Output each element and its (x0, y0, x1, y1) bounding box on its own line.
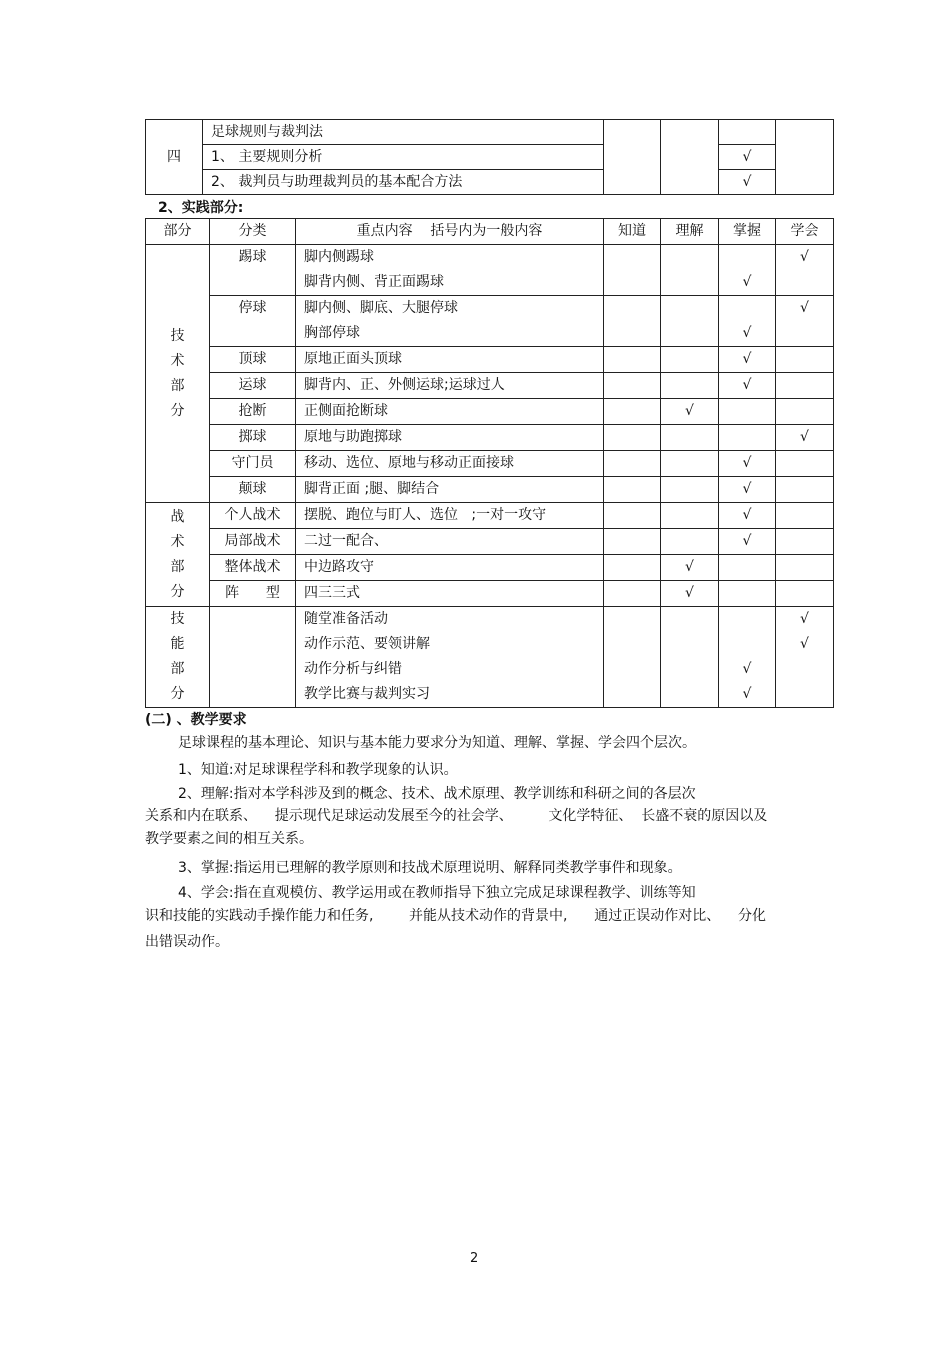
paragraph: 1、知道:对足球课程学科和教学现象的认识。 (178, 762, 458, 778)
category-cell: 守门员 (210, 451, 296, 477)
paragraph: 出错误动作。 (145, 934, 229, 950)
master-mark: √ (719, 529, 776, 555)
understand-mark: √ (661, 581, 719, 607)
table-row (146, 451, 834, 477)
part-skills: 技 能 部 分 (146, 607, 210, 708)
content-cell: 中边路攻守 (296, 555, 604, 581)
category-cell: 个人战术 (210, 503, 296, 529)
table-row (146, 245, 834, 271)
content-cell: 动作分析与纠错 (296, 657, 604, 682)
understand-mark: √ (661, 555, 719, 581)
header-content: 重点内容 括号内为一般内容 (296, 219, 604, 245)
table-row (146, 477, 834, 503)
table-row (146, 170, 834, 195)
content-cell: 脚背正面 ;腿、脚结合 (296, 477, 604, 503)
master-mark: √ (719, 477, 776, 503)
table-row (146, 373, 834, 399)
learn-mark: √ (776, 632, 834, 657)
practice-heading: 2、实践部分: (158, 200, 244, 216)
learn-mark: √ (776, 425, 834, 451)
content-cell: 胸部停球 (296, 321, 604, 347)
paragraph: 3、掌握:指运用已理解的教学原则和技战术原理说明、解释同类教学事件和现象。 (178, 860, 682, 876)
content-cell: 脚内侧、脚底、大腿停球 (296, 296, 604, 322)
know-cell (604, 120, 661, 195)
master-mark: √ (719, 657, 776, 682)
table-row (146, 607, 834, 633)
part-tactics: 战 术 部 分 (146, 503, 210, 607)
category-cell: 整体战术 (210, 555, 296, 581)
table-row (146, 145, 834, 170)
content-cell: 二过一配合、 (296, 529, 604, 555)
content-cell: 教学比赛与裁判实习 (296, 682, 604, 708)
content-cell: 移动、选位、原地与移动正面接球 (296, 451, 604, 477)
category-cell: 停球 (210, 296, 296, 347)
list-item: 2、 裁判员与助理裁判员的基本配合方法 (203, 170, 604, 195)
paragraph: 关系和内在联系、 提示现代足球运动发展至今的社会学、 文化学特征、 长盛不衰的原因以及 (145, 808, 768, 824)
content-cell: 脚背内侧、背正面踢球 (296, 270, 604, 296)
content-cell: 随堂准备活动 (296, 607, 604, 633)
rules-table (145, 119, 834, 195)
category-cell: 踢球 (210, 245, 296, 296)
category-cell: 运球 (210, 373, 296, 399)
master-mark: √ (719, 451, 776, 477)
header-learn: 学会 (776, 219, 834, 245)
master-mark: √ (719, 682, 776, 708)
table-row (146, 296, 834, 322)
master-cell (719, 120, 776, 145)
table-header-row (146, 219, 834, 245)
section-heading: (二) 、教学要求 (145, 712, 247, 728)
content-cell: 摆脱、跑位与盯人、选位 ;一对一攻守 (296, 503, 604, 529)
content-cell: 脚背内、正、外侧运球;运球过人 (296, 373, 604, 399)
master-mark: √ (719, 347, 776, 373)
master-mark: √ (719, 503, 776, 529)
table-row (146, 529, 834, 555)
table-row (146, 581, 834, 607)
category-cell: 抢断 (210, 399, 296, 425)
master-mark: √ (719, 270, 776, 296)
category-cell: 掷球 (210, 425, 296, 451)
content-cell: 四三三式 (296, 581, 604, 607)
content-cell: 原地正面头顶球 (296, 347, 604, 373)
header-part: 部分 (146, 219, 210, 245)
table-row (146, 555, 834, 581)
section-title: 足球规则与裁判法 (203, 120, 604, 145)
table-row (146, 399, 834, 425)
master-mark: √ (719, 373, 776, 399)
header-category: 分类 (210, 219, 296, 245)
category-cell: 顶球 (210, 347, 296, 373)
content-cell: 脚内侧踢球 (296, 245, 604, 271)
category-cell: 颠球 (210, 477, 296, 503)
table-row (146, 425, 834, 451)
category-cell: 阵 型 (210, 581, 296, 607)
content-cell: 正侧面抢断球 (296, 399, 604, 425)
header-understand: 理解 (661, 219, 719, 245)
list-item: 1、 主要规则分析 (203, 145, 604, 170)
paragraph: 教学要素之间的相互关系。 (145, 831, 313, 847)
page-number: 2 (470, 1251, 479, 1266)
understand-mark: √ (661, 399, 719, 425)
learn-mark: √ (776, 296, 834, 322)
paragraph: 2、理解:指对本学科涉及到的概念、技术、战术原理、教学训练和科研之间的各层次 (178, 786, 696, 802)
table-row (146, 503, 834, 529)
master-cell: √ (719, 170, 776, 195)
paragraph: 识和技能的实践动手操作能力和任务, 并能从技术动作的背景中, 通过正误动作对比、 分化 (145, 908, 767, 924)
table-row (146, 120, 834, 145)
master-cell: √ (719, 145, 776, 170)
understand-cell (661, 120, 719, 195)
content-cell: 原地与助跑掷球 (296, 425, 604, 451)
category-cell: 局部战术 (210, 529, 296, 555)
practice-table (145, 218, 834, 708)
table-row (146, 347, 834, 373)
learn-mark: √ (776, 607, 834, 633)
header-know: 知道 (604, 219, 661, 245)
paragraph: 4、学会:指在直观模仿、教学运用或在教师指导下独立完成足球课程教学、训练等知 (178, 885, 696, 901)
part-technique: 技 术 部 分 (146, 245, 210, 503)
content-cell: 动作示范、要领讲解 (296, 632, 604, 657)
paragraph: 足球课程的基本理论、知识与基本能力要求分为知道、理解、掌握、学会四个层次。 (178, 735, 696, 751)
learn-mark: √ (776, 245, 834, 271)
learn-cell (776, 120, 834, 195)
header-master: 掌握 (719, 219, 776, 245)
section-number: 四 (146, 120, 203, 195)
master-mark: √ (719, 321, 776, 347)
